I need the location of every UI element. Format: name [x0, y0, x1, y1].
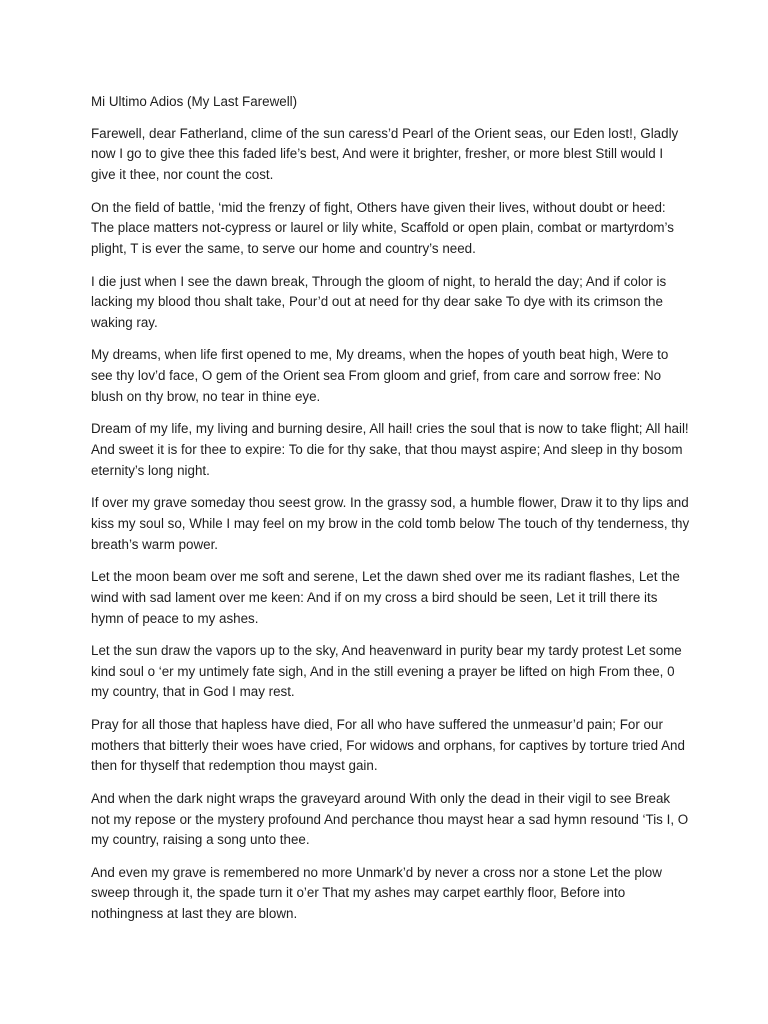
paragraph-10: And when the dark night wraps the graveyard around With only the dead in their vigil to see Break not my repose or the mystery profound And perchance thou mayst hear a sad hymn resound ‘Tis I, O my country, raising a song unto thee. [91, 790, 689, 848]
paragraph-11: And even my grave is remembered no more Unmark’d by never a cross nor a stone Let the plow sweep through it, the spade turn it o’er That my ashes may carpet earthly floor, Before into nothingness at last they are blown. [91, 864, 662, 922]
paragraph-2: On the field of battle, ‘mid the frenzy of fight, Others have given their lives, without doubt or heed: The place matters not-cypress or laurel or lily white, Scaffold or open plain, combat or martyrdom’s plight, T is ever the same, to serve our home and country’s need. [91, 199, 674, 257]
document-title: Mi Ultimo Adios (My Last Farewell) [91, 94, 298, 109]
document-page [91, 92, 691, 937]
paragraph-3: I die just when I see the dawn break, Through the gloom of night, to herald the day; And if color is lacking my blood thou shalt take, Pour’d out at need for thy dear sake To dye with its crimson the waking ray. [91, 273, 667, 330]
paragraph-8: Let the sun draw the vapors up to the sky, And heavenward in purity bear my tardy protest Let some kind soul o ‘er my untimely fate sigh, And in the still evening a prayer be lifted on high From thee, 0 my country, that in God I may rest. [91, 643, 682, 700]
paragraph-1: Farewell, dear Fatherland, clime of the sun caress’d Pearl of the Orient seas, our Eden lost!, Gladly now I go to give thee this faded life’s best, And were it brighter, fresher, or more blest Still would I give it thee, nor count the cost. [91, 125, 679, 183]
paragraph-9: Pray for all those that hapless have died, For all who have suffered the unmeasur’d pain; For our mothers that bitterly their woes have cried, For widows and orphans, for captives by torture tried And then for thyself that redemption thou mayst gain. [91, 716, 685, 774]
paragraph-6: If over my grave someday thou seest grow. In the grassy sod, a humble flower, Draw it to thy lips and kiss my soul so, While I may feel on my brow in the cold tomb below The touch of thy tenderness, thy breath’s warm power. [91, 495, 690, 552]
paragraph-7: Let the moon beam over me soft and serene, Let the dawn shed over me its radiant flashes, Let the wind with sad lament over me keen: And if on my cross a bird should be seen, Let it trill there its hymn of peace to my ashes. [91, 569, 680, 626]
paragraph-4: My dreams, when life first opened to me, My dreams, when the hopes of youth beat high, Were to see thy lov’d face, O gem of the Orient sea From gloom and grief, from care and sorrow free: No blush on thy brow, no tear in thine eye. [91, 347, 669, 404]
paragraph-5: Dream of my life, my living and burning desire, All hail! cries the soul that is now to take flight; All hail! And sweet it is for thee to expire: To die for thy sake, that thou mayst aspire; And sleep in thy bosom eternity’s long night. [91, 421, 689, 478]
